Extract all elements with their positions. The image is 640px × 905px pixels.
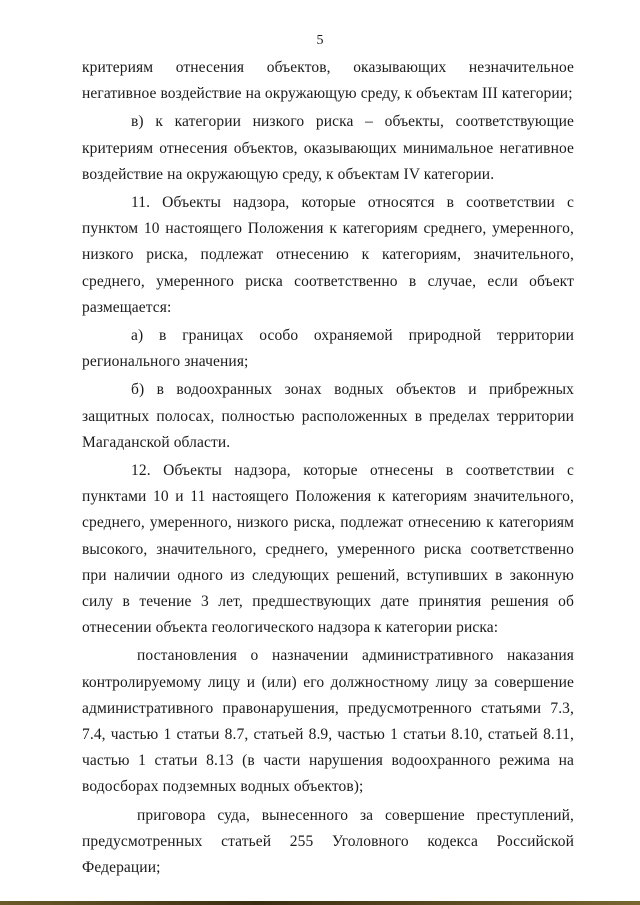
document-body — [82, 55, 574, 881]
paragraph-low-risk-category: в) к категории низкого риска – объекты, соответствующие критериям отнесения объектов, оказывающих минимальное негативное воздействие на окружающую среду, к объектам IV категории. — [82, 113, 574, 183]
paragraph-administrative-resolution: постановления о назначении административного наказания контролируемому лицу и (или) его должностному лицу за совершение административного правонарушения, предусмотренного статьями 7.3, 7.4, частью 1 статьи 8.7, статьей 8.9, частью 1 статьи 8.10, статьей 8.11, частью 1 статьи 8.13 (в части нарушения водоохранного режима на водосборах подземных водных объектов); — [82, 647, 574, 796]
paragraph-clause-11-b: б) в водоохранных зонах водных объектов и прибрежных защитных полосах, полностью расположенных в пределах территории Магаданской области. — [82, 381, 574, 451]
page-number: 5 — [316, 33, 324, 48]
paragraph-category-iii-continuation: критериям отнесения объектов, оказывающих незначительное негативное воздействие на окружающую среду, к объектам III категории; — [82, 59, 574, 103]
paragraph-court-sentence: приговора суда, вынесенного за совершение преступлений, предусмотренных статьей 255 Уголовного кодекса Российской Федерации; — [82, 806, 574, 877]
paragraph-clause-12: 12. Объекты надзора, которые отнесены в соответствии с пунктами 10 и 11 настоящего Положения к категориям значительного, среднего, умеренного, низкого риска, подлежат отнесению к категориям высокого, значительного, среднего, умеренного риска соответственно при наличии одного из следующих решений, вступивших в законную силу в течение 3 лет, предшествующих дате принятия решения об отнесении объекта геологического надзора к категории риска: — [82, 462, 574, 637]
paragraph-clause-11: 11. Объекты надзора, которые относятся в соответствии с пунктом 10 настоящего Положения к категориям среднего, умеренного, низкого риска, подлежат отнесению к категориям, значительного, среднего, умеренного риска соответственно в случае, если объект размещается: — [82, 194, 574, 316]
paragraph-clause-11-a: а) в границах особо охраняемой природной территории регионального значения; — [82, 327, 574, 371]
scan-bottom-edge — [0, 901, 640, 905]
